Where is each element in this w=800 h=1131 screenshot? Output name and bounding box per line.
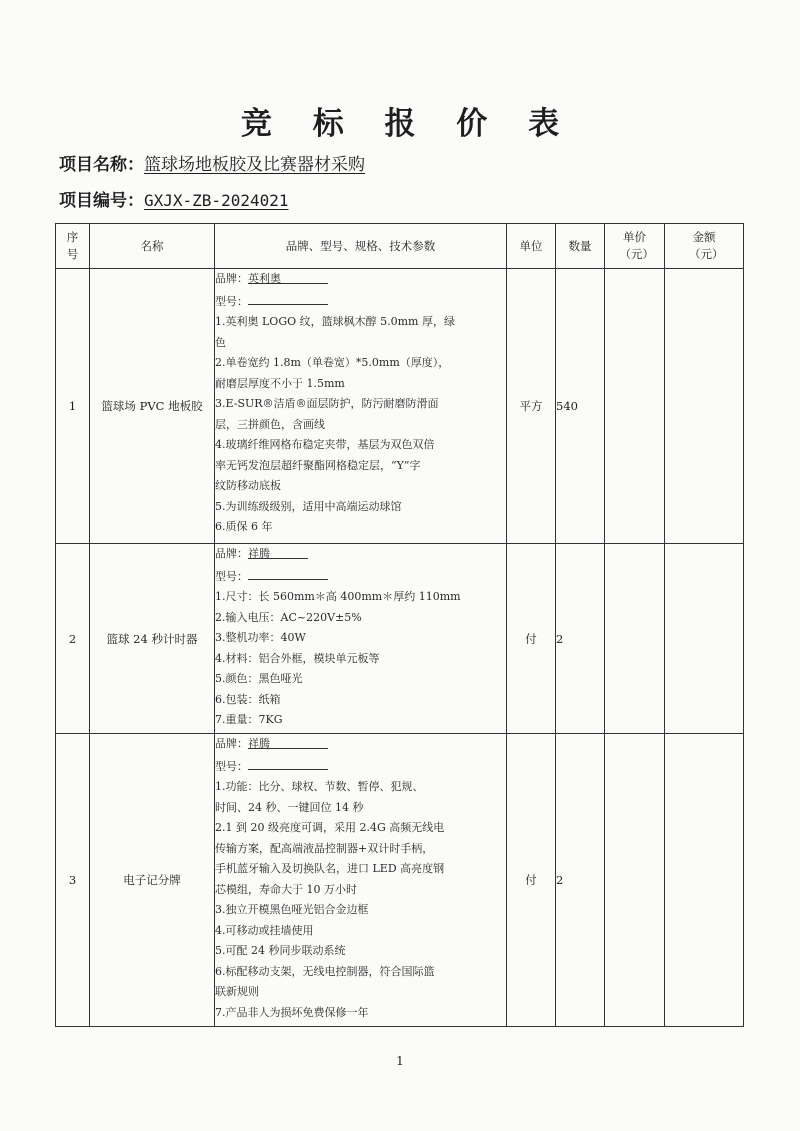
header-unit: 单位 — [507, 224, 556, 269]
spec-line: 7.产品非人为损坏免费保修一年 — [215, 1005, 369, 1019]
header-price: 单价（元） — [605, 224, 665, 269]
table-row — [56, 544, 744, 734]
table-header-row — [56, 224, 744, 269]
model-line: 型号： — [215, 565, 506, 588]
row-name: 篮球场 PVC 地板胶 — [90, 269, 215, 544]
row-seq: 3 — [56, 734, 90, 1027]
table-row — [56, 734, 744, 1027]
spec-line: 耐磨层厚度不小于 1.5mm — [215, 376, 345, 390]
spec-line: 2.1 到 20 级亮度可调，采用 2.4G 高频无线电 — [215, 821, 445, 834]
header-spec: 品牌、型号、规格、技术参数 — [215, 224, 507, 269]
spec-line: 6.包装：纸箱 — [215, 692, 281, 706]
table-row — [56, 269, 744, 544]
spec-line: 1.功能：比分、球权、节数、暂停、犯规、 — [215, 780, 424, 793]
row-spec — [215, 734, 507, 1027]
spec-line: 传输方案，配高端液晶控制器+双计时手柄， — [215, 841, 434, 855]
brand-value: 祥腾 — [248, 544, 308, 559]
spec-line: 时间、24 秒、一键回位 14 秒 — [215, 800, 364, 814]
spec-line: 2.输入电压：AC~220V±5% — [215, 610, 362, 624]
project-name-line — [59, 150, 365, 175]
row-qty: 2 — [556, 544, 605, 734]
row-unit: 平方 — [507, 269, 556, 544]
brand-line: 品牌：祥腾 — [215, 734, 506, 755]
header-amount: 金额（元） — [665, 224, 744, 269]
spec-line: 6.标配移动支架，无线电控制器，符合国际篮 — [215, 964, 435, 978]
row-price — [605, 269, 665, 544]
header-name: 名称 — [90, 224, 215, 269]
row-seq: 2 — [56, 544, 90, 734]
project-code-value: GXJX-ZB-2024021 — [144, 191, 289, 210]
spec-line: 率无钙发泡层超纤聚酯网格稳定层，“Y”字 — [215, 458, 421, 472]
brand-value: 英利奥 — [248, 269, 328, 284]
page-number: 1 — [396, 1054, 404, 1068]
project-name-label: 项目名称： — [59, 155, 144, 175]
model-line: 型号： — [215, 290, 506, 313]
row-qty: 2 — [556, 734, 605, 1027]
spec-line: 1.尺寸：长 560mm＊高 400mm＊厚约 110mm — [215, 590, 461, 603]
spec-line: 7.重量：7KG — [215, 713, 283, 726]
row-name: 篮球 24 秒计时器 — [90, 544, 215, 734]
spec-line: 3.E-SUR®洁盾®面层防护，防污耐磨防滑面 — [215, 397, 439, 410]
spec-line: 4.玻璃纤维网格布稳定夹带，基层为双色双倍 — [215, 438, 435, 451]
project-name-value: 篮球场地板胶及比赛器材采购 — [144, 155, 365, 175]
row-amount — [665, 269, 744, 544]
model-value — [248, 755, 328, 770]
header-seq: 序号 — [56, 224, 90, 269]
spec-line: 3.整机功率：40W — [215, 631, 306, 644]
project-code-line — [59, 186, 289, 211]
spec-line: 芯模组，寿命大于 10 万小时 — [215, 882, 357, 896]
row-spec — [215, 269, 507, 544]
brand-value: 祥腾 — [248, 734, 328, 749]
row-unit: 付 — [507, 544, 556, 734]
row-spec — [215, 544, 507, 734]
spec-line: 6.质保 6 年 — [215, 520, 273, 533]
spec-line: 纹防移动底板 — [215, 479, 281, 492]
row-price — [605, 544, 665, 734]
model-value — [248, 565, 328, 580]
spec-line: 手机蓝牙输入及切换队名，进口 LED 高亮度钢 — [215, 862, 445, 875]
spec-line: 2.单卷宽约 1.8m（单卷宽）*5.0mm（厚度）， — [215, 356, 450, 369]
spec-line: 联新规则 — [215, 985, 259, 998]
row-amount — [665, 544, 744, 734]
row-amount — [665, 734, 744, 1027]
spec-line: 4.可移动或挂墙使用 — [215, 923, 314, 937]
spec-line: 5.颜色：黑色哑光 — [215, 672, 303, 685]
row-qty: 540 — [556, 269, 605, 544]
spec-line: 4.材料：铝合外框，模块单元板等 — [215, 651, 380, 665]
row-unit: 付 — [507, 734, 556, 1027]
project-code-label: 项目编号： — [59, 191, 144, 211]
spec-line: 色 — [215, 335, 226, 349]
row-price — [605, 734, 665, 1027]
spec-line: 5.可配 24 秒同步联动系统 — [215, 944, 346, 957]
row-seq: 1 — [56, 269, 90, 544]
quote-table — [55, 223, 744, 1027]
row-name: 电子记分牌 — [90, 734, 215, 1027]
model-value — [248, 290, 328, 305]
model-line: 型号： — [215, 755, 506, 778]
header-qty: 数量 — [556, 224, 605, 269]
brand-line: 品牌：英利奥 — [215, 269, 506, 290]
spec-line: 层，三拼颜色，含画线 — [215, 417, 325, 431]
spec-line: 5.为训练级级别，适用中高端运动球馆 — [215, 499, 402, 513]
spec-line: 1.英利奥 LOGO 纹，篮球枫木醇 5.0mm 厚，绿 — [215, 315, 455, 328]
spec-line: 3.独立开模黑色哑光铝合金边框 — [215, 903, 369, 916]
document-title: 竞 标 报 价 表 — [240, 106, 575, 142]
brand-line: 品牌：祥腾 — [215, 544, 506, 565]
